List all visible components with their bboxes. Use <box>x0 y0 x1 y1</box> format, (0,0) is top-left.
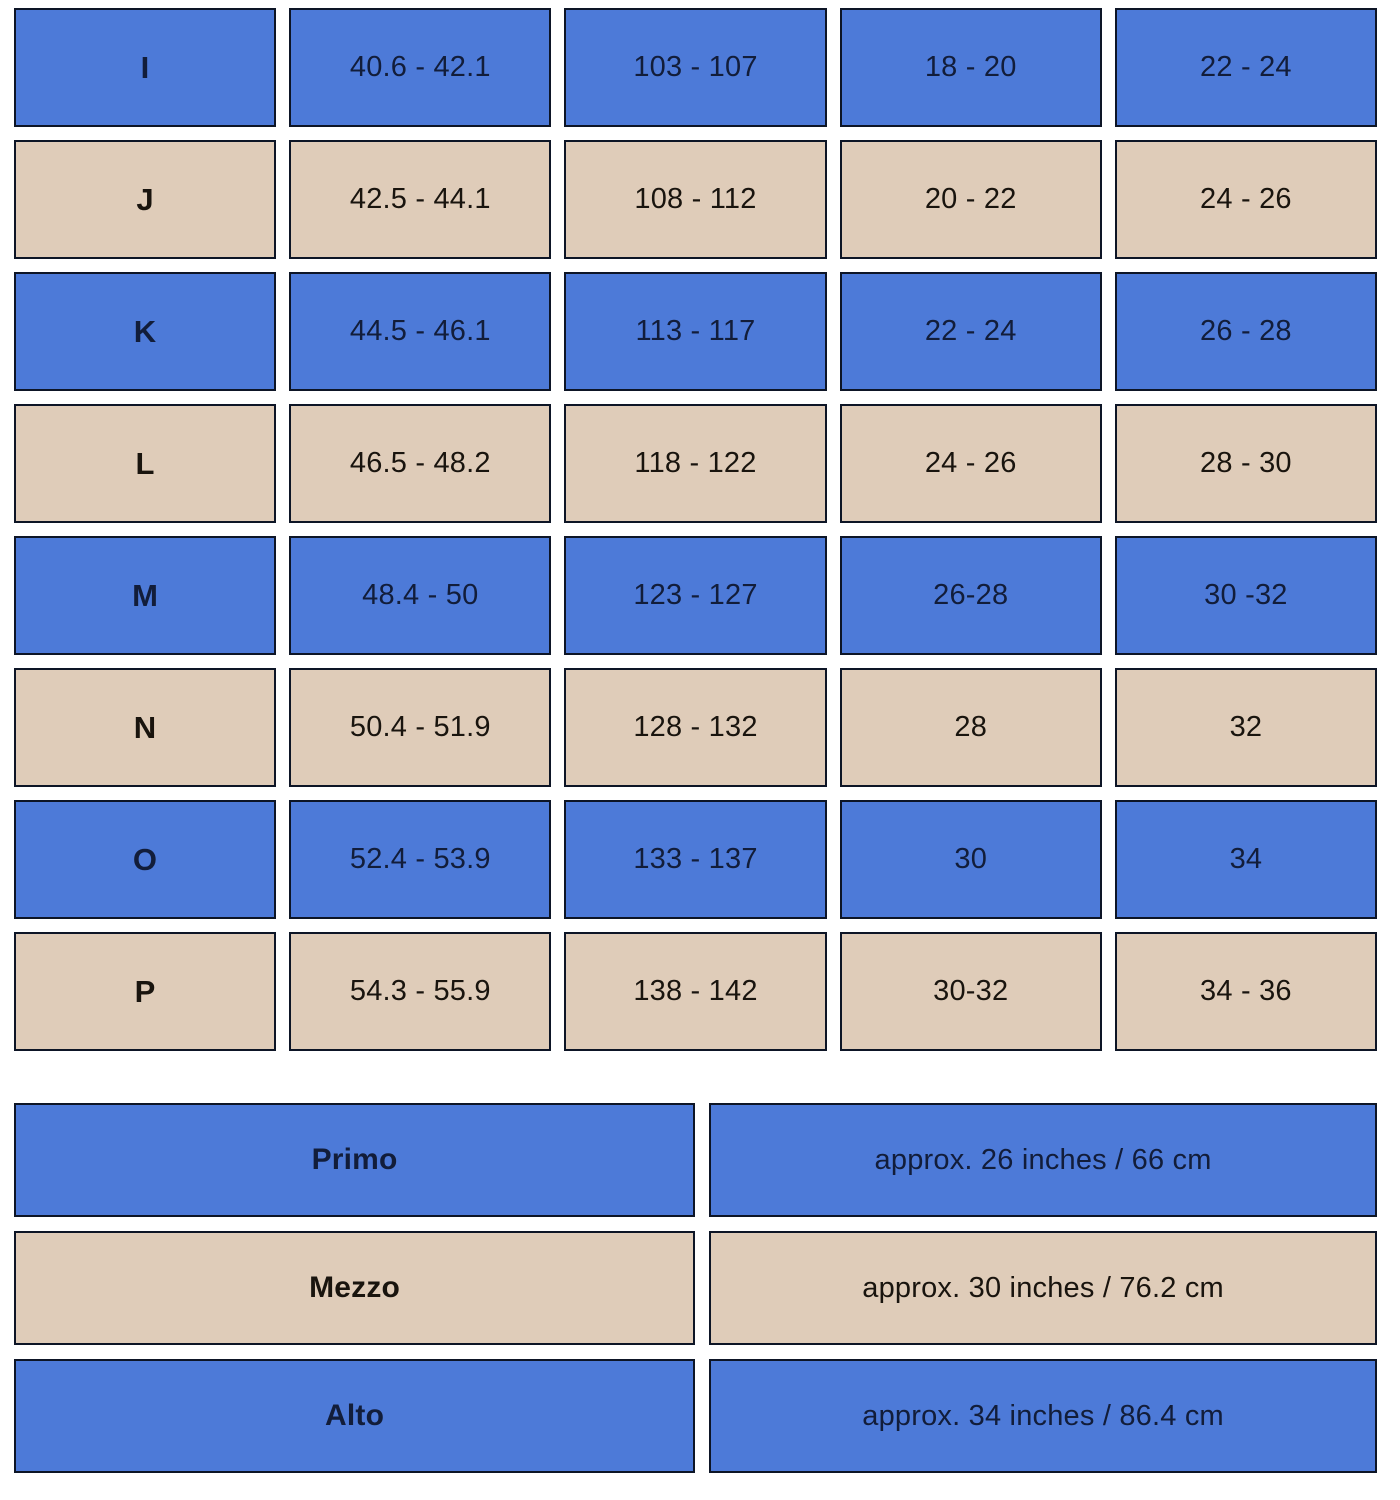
table-cell: 30-32 <box>840 932 1102 1051</box>
table-cell: 18 - 20 <box>840 8 1102 127</box>
table-cell: 48.4 - 50 <box>289 536 551 655</box>
size-label-cell: I <box>14 8 276 127</box>
size-label-cell: M <box>14 536 276 655</box>
size-chart-table <box>14 8 1377 1051</box>
size-label-cell: L <box>14 404 276 523</box>
length-label-cell: Primo <box>14 1103 695 1217</box>
table-cell: 44.5 - 46.1 <box>289 272 551 391</box>
length-label-cell: Mezzo <box>14 1231 695 1345</box>
length-label-cell: Alto <box>14 1359 695 1473</box>
table-cell: 30 -32 <box>1115 536 1377 655</box>
length-value-cell: approx. 34 inches / 86.4 cm <box>709 1359 1377 1473</box>
table-cell: 22 - 24 <box>1115 8 1377 127</box>
table-cell: 24 - 26 <box>1115 140 1377 259</box>
size-label-cell: P <box>14 932 276 1051</box>
table-cell: 26 - 28 <box>1115 272 1377 391</box>
table-cell: 34 - 36 <box>1115 932 1377 1051</box>
table-cell: 50.4 - 51.9 <box>289 668 551 787</box>
size-label-cell: K <box>14 272 276 391</box>
table-cell: 28 - 30 <box>1115 404 1377 523</box>
table-cell: 24 - 26 <box>840 404 1102 523</box>
length-value-cell: approx. 26 inches / 66 cm <box>709 1103 1377 1217</box>
size-label-cell: N <box>14 668 276 787</box>
table-cell: 103 - 107 <box>564 8 826 127</box>
size-label-cell: O <box>14 800 276 919</box>
table-cell: 32 <box>1115 668 1377 787</box>
table-cell: 22 - 24 <box>840 272 1102 391</box>
table-cell: 34 <box>1115 800 1377 919</box>
table-cell: 108 - 112 <box>564 140 826 259</box>
table-cell: 118 - 122 <box>564 404 826 523</box>
table-cell: 123 - 127 <box>564 536 826 655</box>
table-cell: 46.5 - 48.2 <box>289 404 551 523</box>
table-cell: 30 <box>840 800 1102 919</box>
table-cell: 133 - 137 <box>564 800 826 919</box>
table-cell: 128 - 132 <box>564 668 826 787</box>
table-cell: 54.3 - 55.9 <box>289 932 551 1051</box>
table-cell: 28 <box>840 668 1102 787</box>
table-cell: 26-28 <box>840 536 1102 655</box>
table-cell: 40.6 - 42.1 <box>289 8 551 127</box>
size-label-cell: J <box>14 140 276 259</box>
table-cell: 20 - 22 <box>840 140 1102 259</box>
table-cell: 42.5 - 44.1 <box>289 140 551 259</box>
table-cell: 113 - 117 <box>564 272 826 391</box>
table-cell: 138 - 142 <box>564 932 826 1051</box>
table-cell: 52.4 - 53.9 <box>289 800 551 919</box>
length-chart-table <box>14 1103 1377 1473</box>
length-value-cell: approx. 30 inches / 76.2 cm <box>709 1231 1377 1345</box>
